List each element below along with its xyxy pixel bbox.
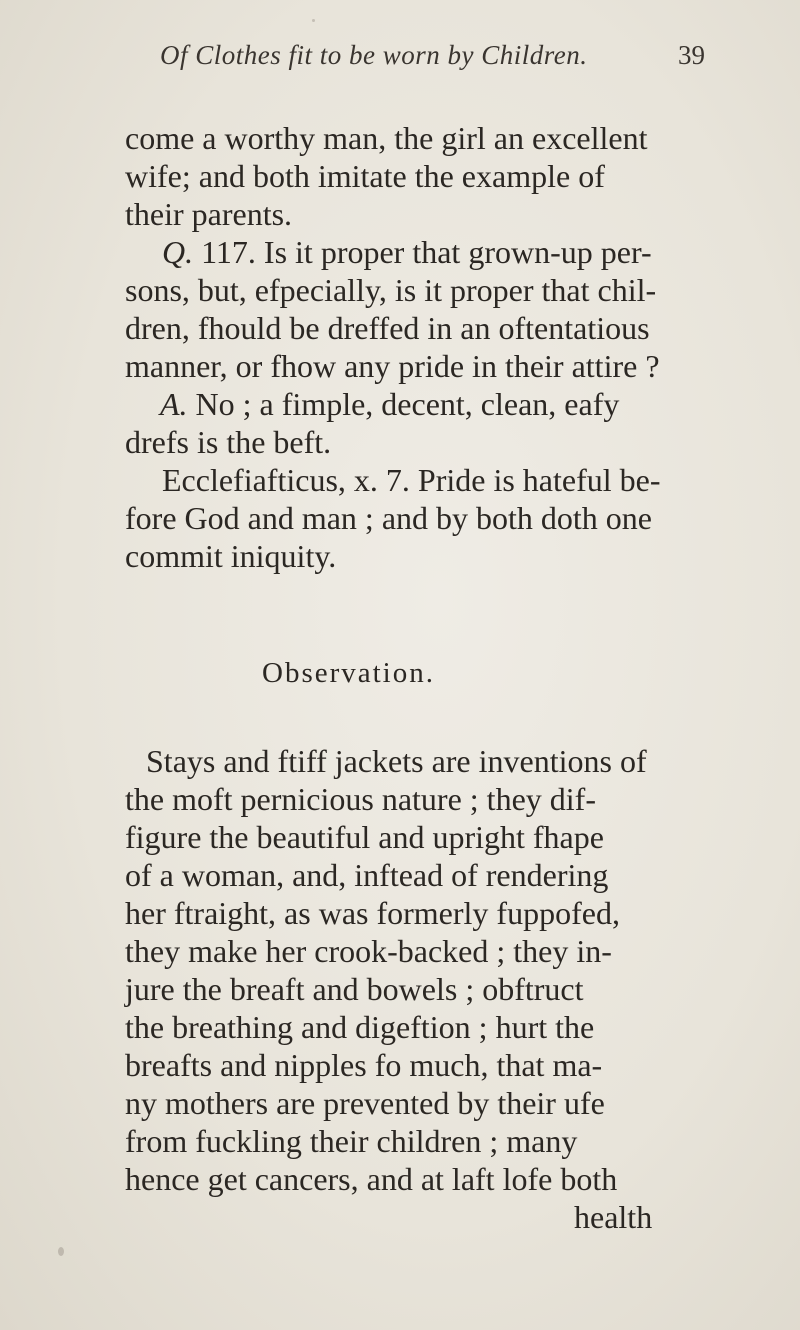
text-line: their parents. <box>125 196 293 232</box>
citation-line: fore God and man ; and by both doth one <box>125 500 652 536</box>
observation-line: breafts and nipples fo much, that ma- <box>125 1047 603 1083</box>
observation-line: the moft pernicious nature ; they dif- <box>125 781 596 817</box>
observation-line: Stays and ftiff jackets are inventions of <box>146 743 647 779</box>
observation-line: her ftraight, as was formerly fuppofed, <box>125 895 620 931</box>
paper-speck <box>312 19 315 22</box>
text-line: manner, or fhow any pride in their attire ? <box>125 348 660 384</box>
question-line <box>162 236 652 268</box>
observation-heading: Observation. <box>262 657 435 689</box>
observation-line: figure the beautiful and upright fhape <box>125 819 604 855</box>
answer-text: No ; a fimple, decent, clean, eafy <box>195 386 620 422</box>
citation-line: Ecclefiafticus, x. 7. Pride is hateful be- <box>162 462 661 498</box>
catchword: health <box>574 1199 653 1235</box>
text-line: drefs is the beft. <box>125 424 332 460</box>
observation-line: jure the breaft and bowels ; obftruct <box>125 971 584 1007</box>
observation-line: from fuckling their children ; many <box>125 1123 578 1159</box>
observation-line: the breathing and digeftion ; hurt the <box>125 1009 595 1045</box>
observation-line: hence get cancers, and at laft lofe both <box>125 1161 618 1197</box>
observation-line: they make her crook-backed ; they in- <box>125 933 612 969</box>
observation-line: ny mothers are prevented by their ufe <box>125 1085 605 1121</box>
answer-line <box>160 388 619 420</box>
answer-marker: A. <box>160 386 188 422</box>
question-text: 117. Is it proper that grown-up per- <box>201 234 652 270</box>
running-head: Of Clothes fit to be worn by Children. <box>160 40 588 70</box>
page-number: 39 <box>678 40 705 70</box>
citation-line: commit iniquity. <box>125 538 337 574</box>
text-line: wife; and both imitate the example of <box>125 158 605 194</box>
question-marker: Q. <box>162 234 194 270</box>
text-line: sons, but, efpecially, is it proper that chil- <box>125 272 657 308</box>
text-line: dren, fhould be dreffed in an oftentatious <box>125 310 650 346</box>
text-line: come a worthy man, the girl an excellent <box>125 120 648 156</box>
paper-speck <box>58 1247 64 1256</box>
observation-line: of a woman, and, inftead of rendering <box>125 857 609 893</box>
